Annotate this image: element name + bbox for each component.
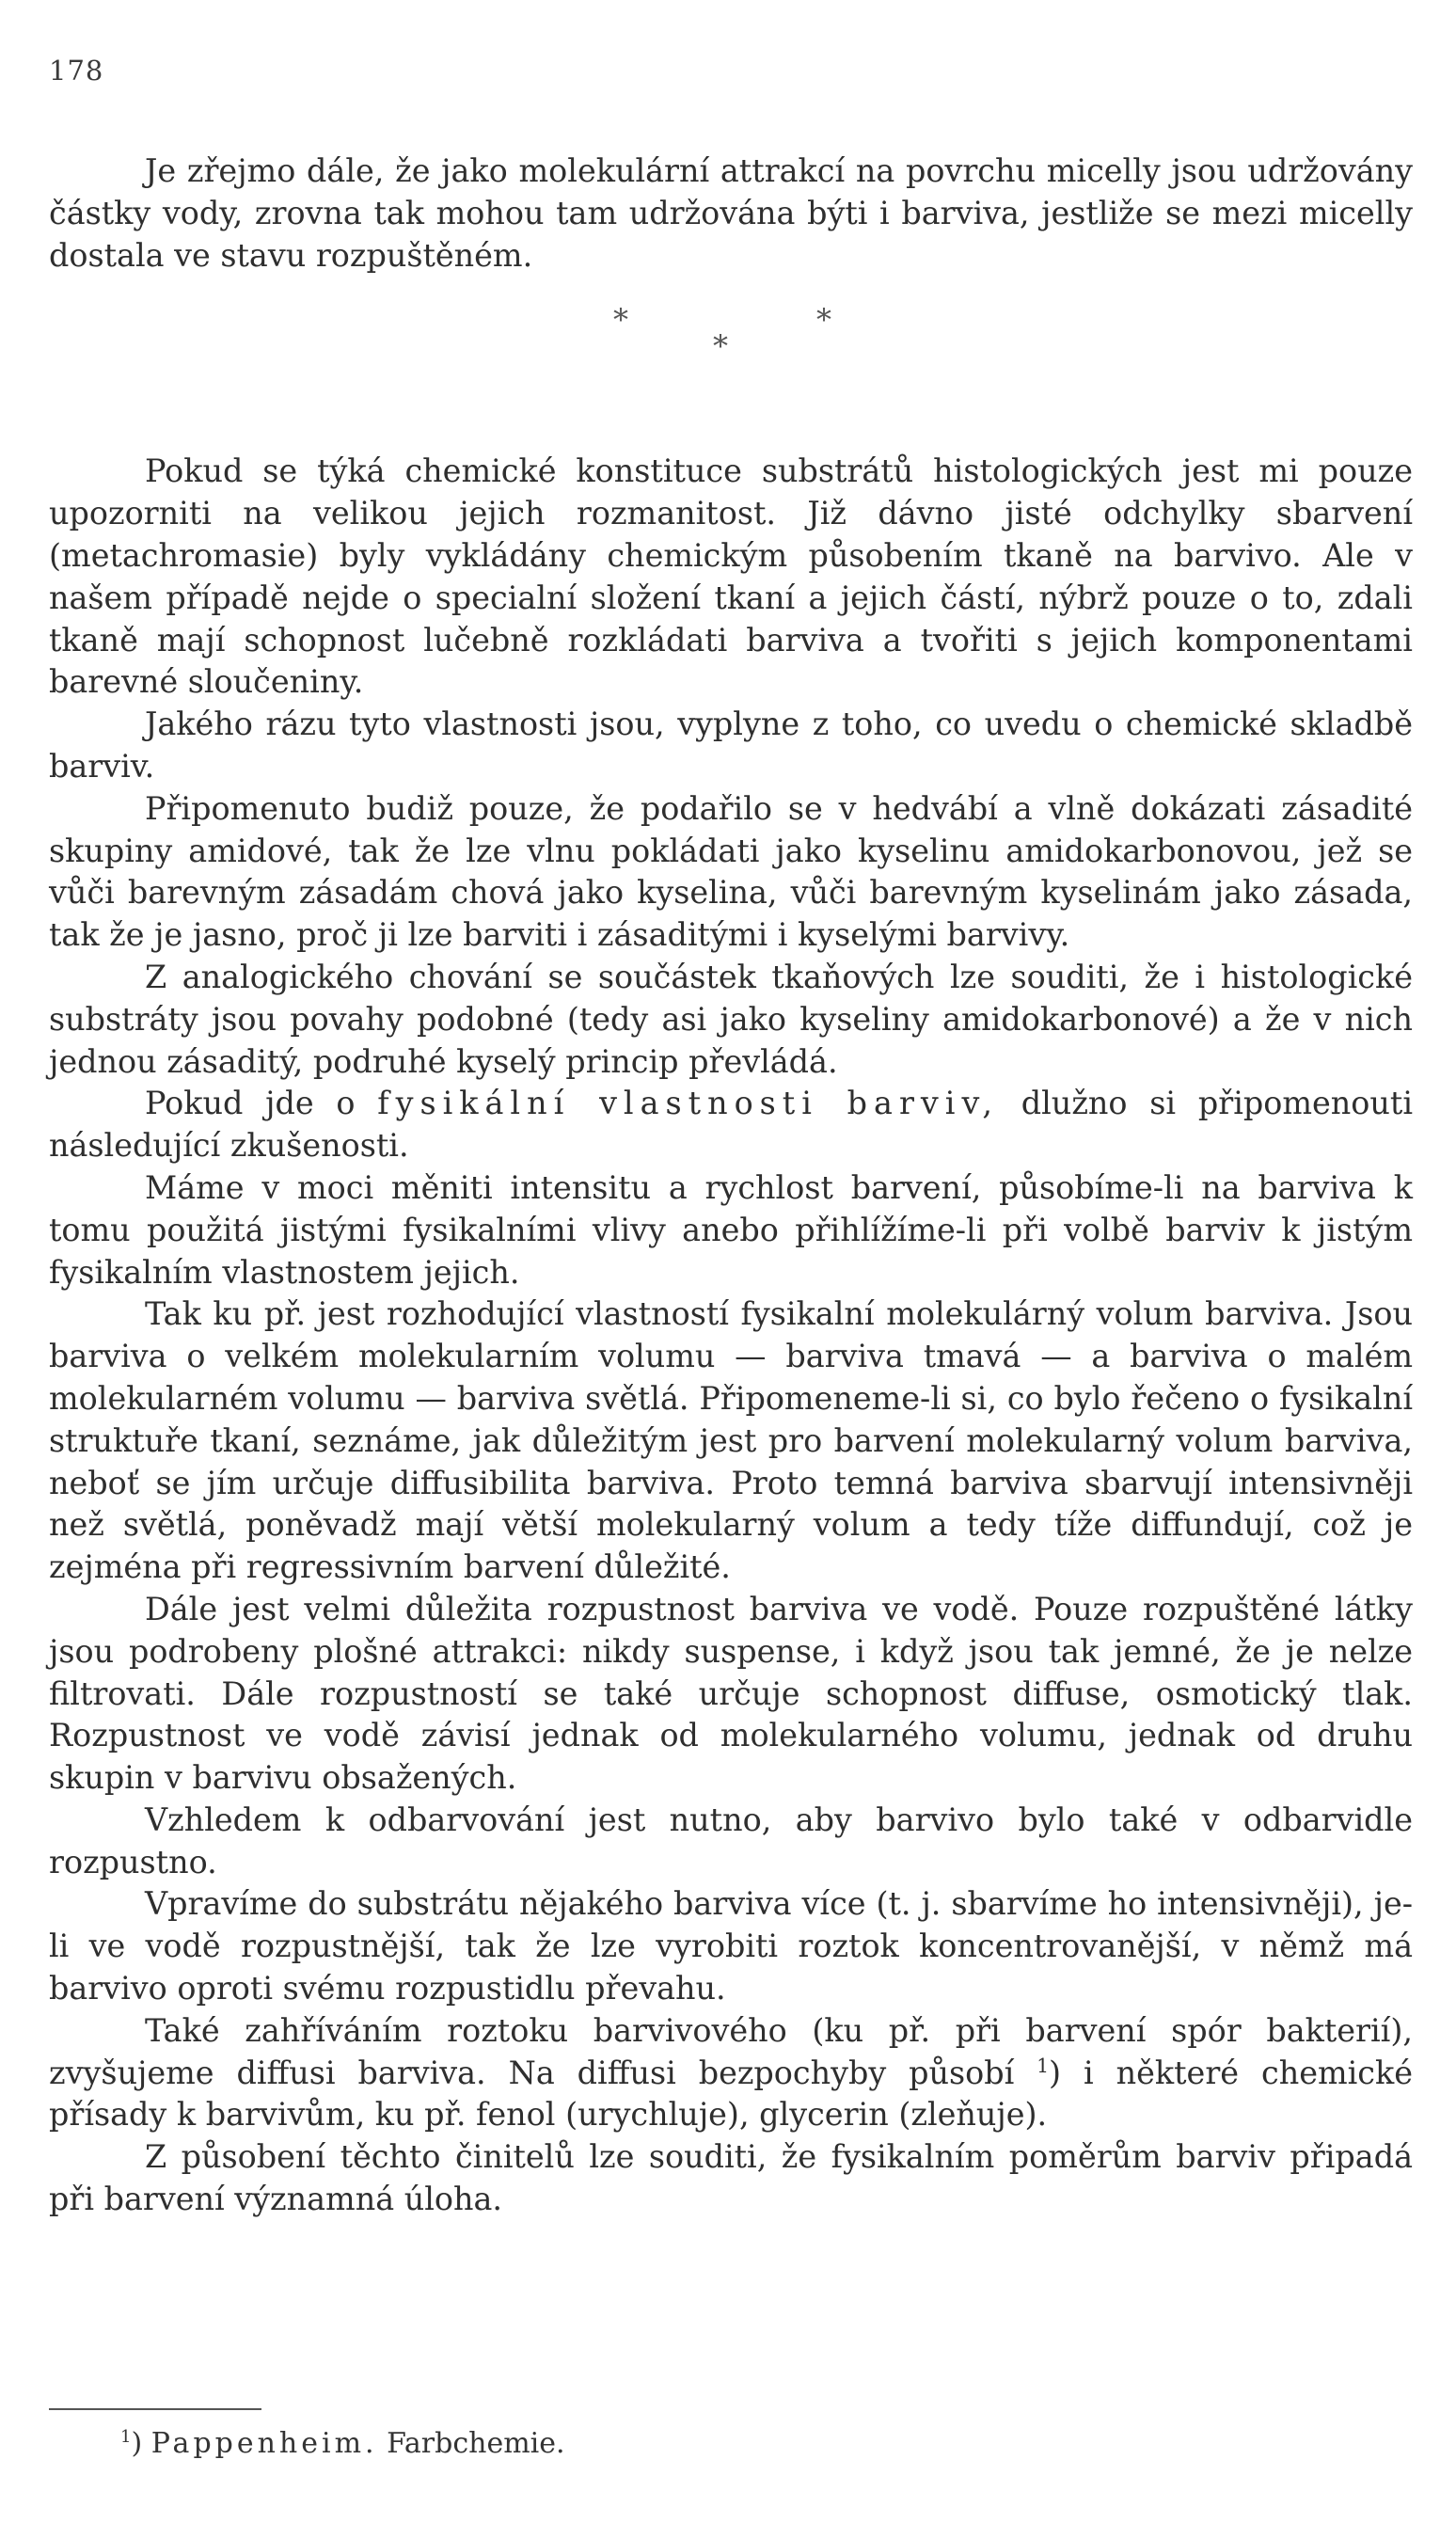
footnote-marker: 1 bbox=[120, 2427, 132, 2447]
paragraph-11: Vpravíme do substrátu nějakého barviva více (t. j. sbarvíme ho intensivněji), je-li ve vodě rozpustnější, tak že lze vyrobiti roztok koncentrovanější, v němž má barvivo oproti svému rozpustidlu převahu. bbox=[49, 1885, 1413, 2007]
paragraph-5: Z analogického chování se součástek tkaňových lze souditi, že i histologické substráty jsou povahy podobné (tedy asi jako kyseliny amidokarbonové) a že v nich jednou zásaditý, podruhé kyselý princip převládá. bbox=[49, 958, 1413, 1080]
paragraph-12 bbox=[49, 2010, 1413, 2136]
section-break-star: * bbox=[713, 328, 728, 365]
paragraph-3: Jakého rázu tyto vlastnosti jsou, vyplyne z toho, co uvedu o chemické skladbě barviv. bbox=[49, 706, 1413, 785]
section-break-star: * bbox=[613, 302, 628, 339]
paragraph-13: Z působení těchto činitelů lze souditi, že fysikalním poměrům barviv připadá při barvení významná úloha. bbox=[49, 2138, 1413, 2218]
paragraph-9: Dále jest velmi důležita rozpustnost barviva ve vodě. Pouze rozpuštěné látky jsou podrobeny plošné attrakci: nikdy suspense, i když jsou tak jemné, že je nelze filtrovati. Dále rozpustností se také určuje schopnost diffuse, osmotický tlak. Rozpustnost ve vodě závisí jednak od molekularného volumu, jednak od druhu skupin v barvivu obsažených. bbox=[49, 1590, 1413, 1797]
emphasized-term: fysikální vlastnosti barviv, bbox=[377, 1085, 999, 1122]
paragraph-8: Tak ku př. jest rozhodující vlastností fysikalní molekulárný volum barviva. Jsou barviva o velkém molekularním volumu — barviva tmavá — a barviva o malém molekularném volumu — barviva světlá. Připomeneme-li si, co bylo řečeno o fysikalní struktuře tkaní, seznáme, jak důležitým jest pro barvení molekularný volum barviva, neboť se jím určuje diffusibilita barviva. Proto temná barviva sbarvují intensivněji než světlá, poněvadž mají větší molekularný volum a tedy tíže diffundují, což je zejména při regressivním barvení důležité. bbox=[49, 1295, 1413, 1586]
footnote-author: Pappenheim. bbox=[150, 2427, 378, 2460]
paragraph-4: Připomenuto budiž pouze, že podařilo se v hedvábí a vlně dokázati zásadité skupiny amidové, tak že lze vlnu pokládati jako kyselinu amidokarbonovou, jež se vůči barevným zásadám chová jako kyselina, vůči barevným kyselinám jako zásada, tak že je jasno, proč ji lze barviti i zásaditými i kyselými barvivy. bbox=[49, 789, 1413, 954]
body-text bbox=[49, 151, 1413, 2221]
footnote-title: Farbchemie. bbox=[387, 2427, 565, 2460]
footnote bbox=[120, 2425, 565, 2463]
section-break bbox=[49, 277, 1413, 451]
footnote-reference[interactable]: 1 bbox=[1037, 2054, 1050, 2077]
paragraph-6-before: Pokud jde o bbox=[145, 1085, 378, 1122]
footnote-divider bbox=[49, 2408, 261, 2410]
paragraph-6 bbox=[49, 1083, 1413, 1167]
paragraph-1: Je zřejmo dále, že jako molekulární attrakcí na povrchu micelly jsou udržovány částky vody, zrovna tak mohou tam udržována býti i barviva, jestliže se mezi micelly dostala ve stavu rozpuštěném. bbox=[49, 152, 1413, 274]
section-break-star: * bbox=[816, 302, 831, 339]
paragraph-2: Pokud se týká chemické konstituce substrátů histologických jest mi pouze upozorniti na velikou jejich rozmanitost. Již dávno jisté odchylky sbarvení (metachromasie) byly vykládány chemickým působením tkaně na barvivo. Ale v našem případě nejde o specialní složení tkaní a jejich částí, nýbrž pouze o to, zdali tkaně mají schopnost lučebně rozkládati barviva a tvořiti s jejich komponentami barevné sloučeniny. bbox=[49, 452, 1413, 701]
paragraph-10: Vzhledem k odbarvování jest nutno, aby barvivo bylo také v odbarvidle rozpustno. bbox=[49, 1801, 1413, 1880]
footnote-marker-close: ) bbox=[131, 2427, 143, 2460]
paragraph-7: Máme v moci měniti intensitu a rychlost barvení, působíme-li na barviva k tomu použitá jistými fysikalními vlivy anebo přihlížíme-li při volbě barviv k jistým fysikalním vlastnostem jejich. bbox=[49, 1168, 1413, 1291]
page-number: 178 bbox=[49, 55, 104, 87]
paragraph-12-after: ) i některé chemické přísady k barvivům, ku př. fenol (urychluje), glycerin (zleňuje). bbox=[49, 2054, 1413, 2134]
paragraph-12-before: Také zahříváním roztoku barvivového (ku př. při barvení spór bakterií), zvyšujeme diffusi barviva. Na diffusi bezpochyby působí bbox=[49, 2011, 1413, 2091]
paragraph-6-after: dlužno si připomenouti následující zkušenosti. bbox=[49, 1085, 1413, 1165]
